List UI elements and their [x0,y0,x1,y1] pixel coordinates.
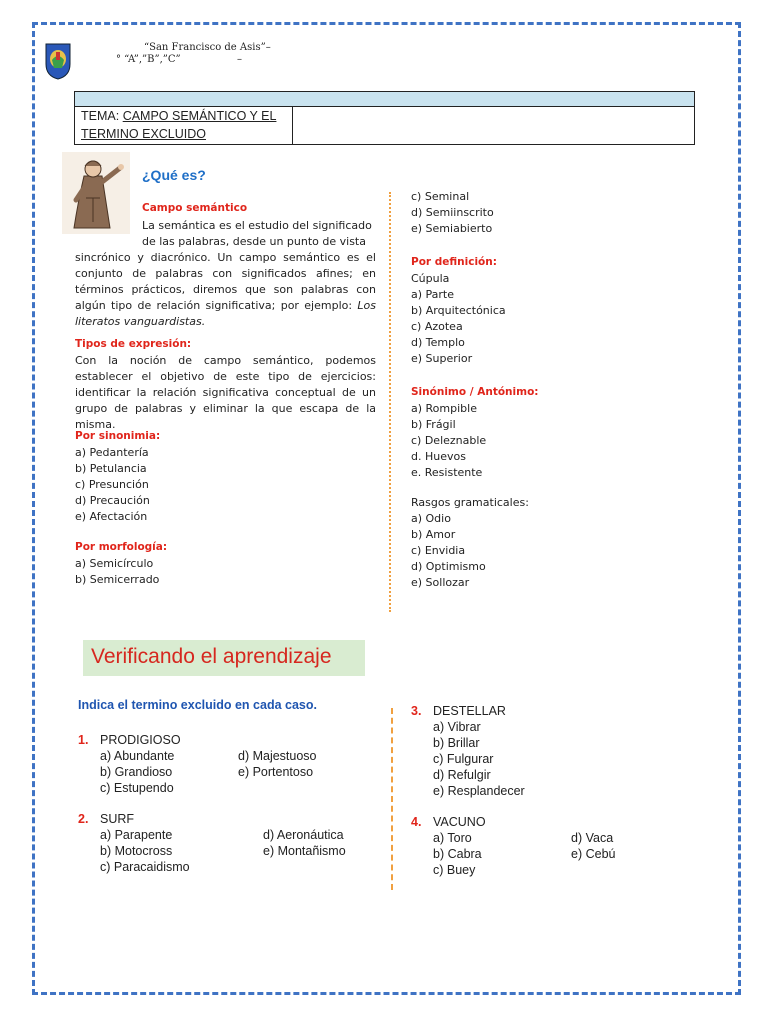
exercise-word: VACUNO [433,815,486,829]
exercise-option: d) Vaca [571,831,614,845]
exercise-number: 1. [78,733,89,747]
que-es-heading: ¿Qué es? [142,167,206,183]
header-dash: – [237,54,242,65]
morfologia-cont-list [411,189,494,237]
morfologia-list [75,556,159,588]
tema-cell [75,106,293,144]
exercise-option: c) Fulgurar [433,752,494,766]
exercise-option: a) Parapente [100,828,173,842]
sinonimia-title: Por sinonimia: [75,430,161,442]
definicion-title: Por definición: [411,256,497,268]
campo-paragraph [75,250,376,330]
list-item: e) Superior [411,352,473,365]
list-item: d) Semiinscrito [411,206,494,219]
exercise-word: DESTELLAR [433,704,506,718]
list-item: a) Odio [411,512,451,525]
exercise-option: d) Refulgir [433,768,491,782]
exercise-option: e) Resplandecer [433,784,525,798]
exercise-option: e) Cebú [571,847,616,861]
morfologia-title: Por morfología: [75,541,168,553]
campo-rest: sincrónico y diacrónico. Un campo semántico es el conjunto de palabras con significados afines; en términos prácticos, diremos que son palabras con algún tipo de relación significativa; por ejemplo: [75,251,376,312]
exercise-option: e) Portentoso [238,765,314,779]
instruction-text: Indica el termino excluido en cada caso. [78,698,317,712]
exercise-option: d) Majestuoso [238,749,317,763]
list-item: e. Resistente [411,466,483,479]
exercise-number: 4. [411,815,422,829]
tema-title-line1: CAMPO SEMÁNTICO Y EL [122,109,277,123]
list-item: d. Huevos [411,450,466,463]
sections-line: ° “A”,”B”,”C” [116,54,181,65]
list-item: c) Azotea [411,320,463,333]
definicion-list [411,271,506,367]
list-item: a) Semicírculo [75,557,154,570]
exercise-option: e) Montañismo [263,844,346,858]
list-item: a) Rompible [411,402,477,415]
sinonimo-antonimo-title: Sinónimo / Antónimo: [411,386,539,398]
list-item: e) Afectación [75,510,148,523]
list-item: a) Pedantería [75,446,149,459]
campo-example: Los literatos vanguardistas. [75,299,377,328]
campo-line2: de las palabras, desde un punto de vista [142,235,366,248]
exercise-option: a) Vibrar [433,720,481,734]
list-item: b) Petulancia [75,462,147,475]
exercise-option: b) Brillar [433,736,480,750]
verificando-title: Verificando el aprendizaje [91,645,332,668]
exercise-option: b) Grandioso [100,765,173,779]
campo-line1: La semántica es el estudio del significado [142,219,372,232]
exercise-number: 2. [78,812,89,826]
verificando-banner [83,640,365,676]
sinonimo-antonimo-list [411,401,486,481]
column-divider [389,192,391,612]
exercise-option: c) Paracaidismo [100,860,190,874]
tema-table [74,91,695,145]
list-item: c) Presunción [75,478,149,491]
list-item: b) Arquitectónica [411,304,506,317]
list-item: d) Templo [411,336,465,349]
list-item: d) Precaución [75,494,150,507]
exercise-option: b) Cabra [433,847,482,861]
list-item: a) Parte [411,288,455,301]
exercise-option: c) Buey [433,863,476,877]
exercise-divider [391,708,393,890]
rasgos-title: Rasgos gramaticales: [411,496,529,509]
list-item: c) Seminal [411,190,470,203]
list-item: b) Frágil [411,418,456,431]
exercise-number: 3. [411,704,422,718]
list-item: e) Semiabierto [411,222,493,235]
list-item: b) Amor [411,528,456,541]
tema-table-header-bar [75,92,694,107]
rasgos-list [411,511,486,591]
list-item: c) Deleznable [411,434,487,447]
list-item: b) Semicerrado [75,573,160,586]
exercise-option: b) Motocross [100,844,173,858]
list-item: c) Envidia [411,544,466,557]
school-logo-icon [44,42,72,80]
list-item: e) Sollozar [411,576,470,589]
tema-label: TEMA: [81,109,120,123]
tipos-title: Tipos de expresión: [75,338,192,350]
exercise-word: PRODIGIOSO [100,733,181,747]
sinonimia-list [75,445,150,525]
friar-illustration [62,152,130,234]
definicion-word: Cúpula [411,272,450,285]
exercise-option: a) Abundante [100,749,175,763]
exercise-option: d) Aeronáutica [263,828,344,842]
school-name: “San Francisco de Asis”– [144,42,271,53]
exercise-option: c) Estupendo [100,781,174,795]
exercise-option: a) Toro [433,831,472,845]
tipos-text: Con la noción de campo semántico, podemos establecer el objetivo de este tipo de ejercicios: identificar la relación significativa conceptual de un grupo de palabras y eliminar la que escapa de la misma. [75,354,376,431]
tema-title-line2: TERMINO EXCLUIDO [81,127,207,141]
campo-semantico-title: Campo semántico [142,202,248,214]
list-item: d) Optimismo [411,560,486,573]
exercise-word: SURF [100,812,135,826]
